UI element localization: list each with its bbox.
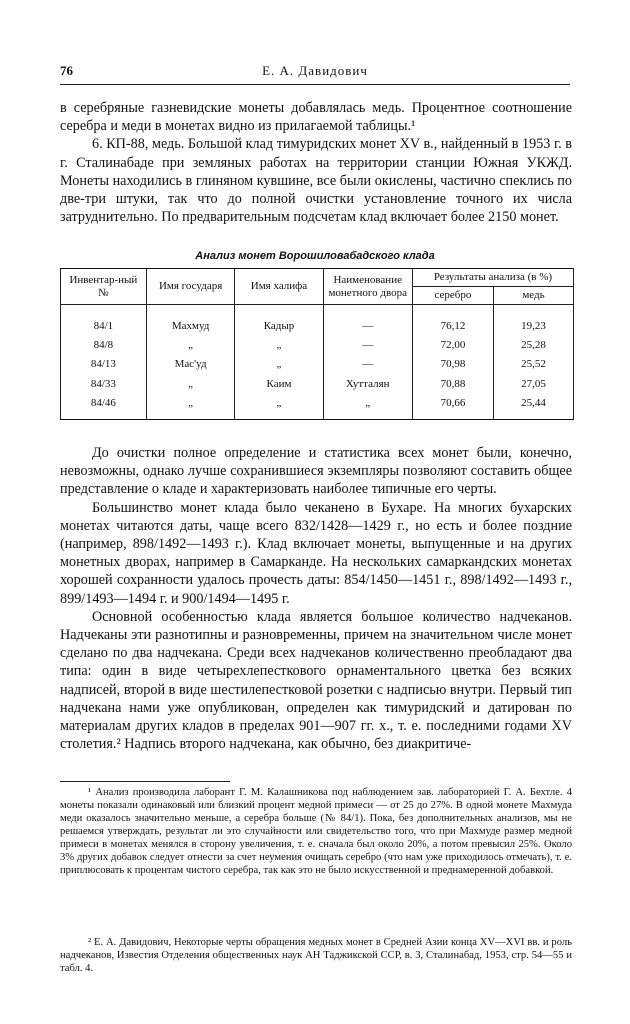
cell-silver: 76,12 (412, 305, 493, 337)
cell-copper: 25,28 (493, 336, 573, 355)
cell-copper: 19,23 (493, 305, 573, 337)
cell-caliph: „ (235, 394, 323, 420)
page-number: 76 (60, 63, 73, 78)
cell-mint: Хутталян (323, 375, 412, 394)
cell-caliph: „ (235, 355, 323, 374)
cell-copper: 25,52 (493, 355, 573, 374)
cell-ruler: „ (146, 375, 235, 394)
table-row (61, 336, 574, 355)
paragraph-5: Основной особенностью клада является большое количество надчеканов. Надчеканы эти разнотипны и разновременны, причем на значительном числе монет сделано по два надчекана. Среди всех надчеканов количественно преобладают два типа: один в виде четырехлепесткового орнаментального цветка без всяких надписей, второй в виде шестилепестковой розетки с надписью внутри. Первый тип надчекана нами уже опубликован, определен как тимуридский и датирован по материалам других кладов в пределах 901—907 гг. х., т. е. последними годами XV столетия.² Надпись второго надчекана, как обычно, без диакритиче- (60, 608, 572, 753)
header-ruler: Имя государя (146, 269, 235, 305)
footnote-1 (60, 786, 572, 880)
table-row (61, 305, 574, 337)
cell-ruler: „ (146, 394, 235, 420)
cell-inventory: 84/46 (61, 394, 147, 420)
analysis-table (60, 268, 574, 420)
cell-mint: — (323, 336, 412, 355)
cell-inventory: 84/33 (61, 375, 147, 394)
footnote-2-text: ² Е. А. Давидович, Некоторые черты обращения медных монет в Средней Азии конца XV—XVI вв. и роль надчеканов, Известия Отделения общественных наук АН Таджикской ССР, в. 3, Сталинабад, 1953, стр. 54—55 и табл. 4. (60, 937, 572, 974)
header-inventory: Инвентар-ный № (61, 269, 147, 305)
cell-mint: — (323, 305, 412, 337)
table-row (61, 355, 574, 374)
table-row (61, 375, 574, 394)
header-caliph: Имя халифа (235, 269, 323, 305)
cell-ruler: Махмуд (146, 305, 235, 337)
header-results: Результаты анализа (в %) (412, 269, 573, 287)
cell-ruler: „ (146, 336, 235, 355)
running-title: Е. А. Давидович (262, 63, 368, 78)
cell-caliph: Кадыр (235, 305, 323, 337)
header-silver: серебро (412, 287, 493, 305)
cell-silver: 70,66 (412, 394, 493, 420)
paragraph-1: в серебряные газневидские монеты добавлялась медь. Процентное соотношение серебра и меди в монетах видно из прилагаемой таблицы.¹ (60, 100, 572, 135)
cell-inventory: 84/13 (61, 355, 147, 374)
header-copper: медь (493, 287, 573, 305)
cell-inventory: 84/8 (61, 336, 147, 355)
cell-inventory: 84/1 (61, 305, 147, 337)
paragraph-3: До очистки полное определение и статистика всех монет были, конечно, невозможны, однако лучше сохранившиеся экземпляры позволяют составить общее представление о кладе и характеризовать наиболее типичные его черты. (60, 445, 572, 498)
body-text-bottom (60, 444, 572, 753)
body-text-top (60, 99, 572, 226)
header-mint: Наименование монетного двора (323, 269, 412, 305)
cell-mint: — (323, 355, 412, 374)
footnote-rule (60, 781, 230, 782)
cell-silver: 70,98 (412, 355, 493, 374)
footnote-2 (60, 936, 572, 978)
cell-copper: 25,44 (493, 394, 573, 420)
cell-mint: „ (323, 394, 412, 420)
cell-copper: 27,05 (493, 375, 573, 394)
cell-silver: 72,00 (412, 336, 493, 355)
paragraph-4: Большинство монет клада было чеканено в Бухаре. На многих бухарских монетах читаются даты, чаще всего 832/1428—1429 г., но есть и более поздние (например, 898/1492—1493 г.). Клад включает монеты, выпущенные и на других монетных дворах, например в Самарканде. На нескольких самаркандских монетах хорошей сохранности удалось прочесть даты: 854/1450—1451 г., 898/1492—1493 г., 899/1493—1494 г. и 900/1494—1495 г. (60, 499, 572, 607)
cell-caliph: „ (235, 336, 323, 355)
cell-ruler: Мас'уд (146, 355, 235, 374)
cell-caliph: Каим (235, 375, 323, 394)
table-row (61, 394, 574, 420)
cell-silver: 70,88 (412, 375, 493, 394)
footnote-1-text: ¹ Анализ производила лаборант Г. М. Калашникова под наблюдением зав. лабораторией Г. А. Бехтле. 4 монеты показали одинаковый или близкий процент медной примеси — от 25 до 27%. В одной монете Махмуда меди оказалось значительно меньше, а серебра больше (№ 84/1). Пока, без дополнительных анализов, мы не решаемся утверждать, результат ли это случайности или свидетельство того, что при Махмуде размер медной примеси в монетах менялся в сторону увеличения, т. е. сначала был около 20%, а потом превысил 25%. Около 3% других добавок следует отнести за счет неумения очищать серебро (что нам уже приходилось отмечать), т. е. приплюсовать к процентам чистого серебра, так как это не было искусственной и преднамеренной добавкой. (60, 787, 572, 876)
table-caption: Анализ монет Ворошиловабадского клада (195, 250, 435, 262)
header-rule (60, 84, 570, 85)
paragraph-2: 6. КП-88, медь. Большой клад тимуридских монет XV в., найденный в 1953 г. в г. Сталинабаде при земляных работах на территории станции Южная УКЖД. Монеты находились в глиняном кувшине, все были окислены, частично спеклись по две-три штуки, так что до полной очистки установление точного их числа затруднительно. По предварительным подсчетам клад включает более 2150 монет. (60, 136, 572, 226)
